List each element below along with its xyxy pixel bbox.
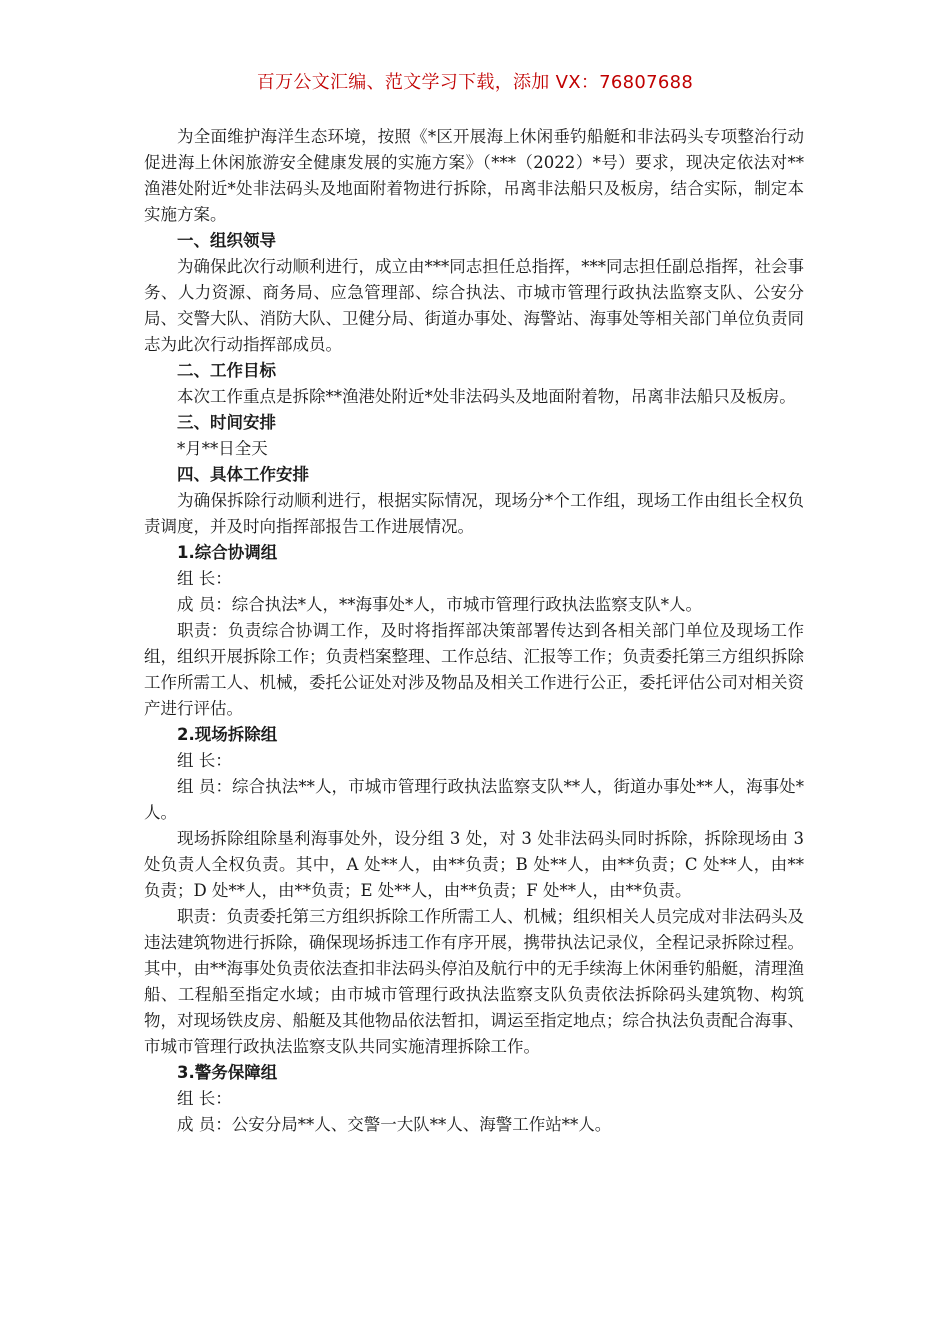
section-heading: 1.综合协调组: [177, 543, 278, 562]
section-heading: 一、组织领导: [177, 231, 276, 250]
body-paragraph: 组 长：: [177, 751, 232, 770]
body-paragraph: 组 员：综合执法**人，市城市管理行政执法监察支队**人，街道办事处**人，海事处*人。: [144, 777, 804, 822]
body-paragraph: 职责：负责委托第三方组织拆除工作所需工人、机械；组织相关人员完成对非法码头及违法建筑物进行拆除，确保现场拆违工作有序开展，携带执法记录仪，全程记录拆除过程。其中，由**海事处负责依法查扣非法码头停泊及航行中的无手续海上休闲垂钓船艇，清理渔船、工程船至指定水域；由市城市管理行政执法监察支队负责依法拆除码头建筑物、构筑物，对现场铁皮房、船艇及其他物品依法暂扣，调运至指定地点；综合执法负责配合海事、市城市管理行政执法监察支队共同实施清理拆除工作。: [144, 907, 804, 1056]
body-paragraph: 组 长：: [177, 569, 232, 588]
section-heading: 2.现场拆除组: [177, 725, 278, 744]
section-heading: 三、时间安排: [177, 413, 276, 432]
body-paragraph: 为全面维护海洋生态环境，按照《*区开展海上休闲垂钓船艇和非法码头专项整治行动促进海上休闲旅游安全健康发展的实施方案》（***（2022）*号）要求，现决定依法对**渔港处附近*处非法码头及地面附着物进行拆除，吊离非法船只及板房，结合实际，制定本实施方案。: [144, 127, 804, 224]
body-paragraph: 组 长：: [177, 1089, 232, 1108]
body-paragraph: 为确保此次行动顺利进行，成立由***同志担任总指挥，***同志担任副总指挥，社会事务、人力资源、商务局、应急管理部、综合执法、市城市管理行政执法监察支队、公安分局、交警大队、消防大队、卫健分局、街道办事处、海警站、海事处等相关部门单位负责同志为此次行动指挥部成员。: [144, 257, 804, 354]
download-banner: 百万公文汇编、范文学习下载，添加 VX：76807688: [256, 72, 694, 93]
body-paragraph: 成 员：综合执法*人，**海事处*人，市城市管理行政执法监察支队*人。: [177, 595, 702, 614]
section-heading: 3.警务保障组: [177, 1063, 278, 1082]
document-body: [144, 124, 804, 1138]
section-heading: 二、工作目标: [177, 361, 276, 380]
body-paragraph: 成 员：公安分局**人、交警一大队**人、海警工作站**人。: [177, 1115, 612, 1134]
body-paragraph: *月**日全天: [177, 439, 268, 458]
section-heading: 四、具体工作安排: [177, 465, 309, 484]
body-paragraph: 现场拆除组除垦利海事处外，设分组 3 处，对 3 处非法码头同时拆除，拆除现场由 3 处负责人全权负责。其中，A 处**人，由**负责；B 处**人，由**负责；C 处**人，由**负责；D 处**人，由**负责；E 处**人，由**负责；F 处**人，由**负责。: [144, 829, 804, 900]
body-paragraph: 本次工作重点是拆除**渔港处附近*处非法码头及地面附着物，吊离非法船只及板房。: [177, 387, 796, 406]
body-paragraph: 职责：负责综合协调工作，及时将指挥部决策部署传达到各相关部门单位及现场工作组，组织开展拆除工作；负责档案整理、工作总结、汇报等工作；负责委托第三方组织拆除工作所需工人、机械，委托公证处对涉及物品及相关工作进行公正，委托评估公司对相关资产进行评估。: [144, 621, 804, 718]
body-paragraph: 为确保拆除行动顺利进行，根据实际情况，现场分*个工作组，现场工作由组长全权负责调度，并及时向指挥部报告工作进展情况。: [144, 491, 804, 536]
